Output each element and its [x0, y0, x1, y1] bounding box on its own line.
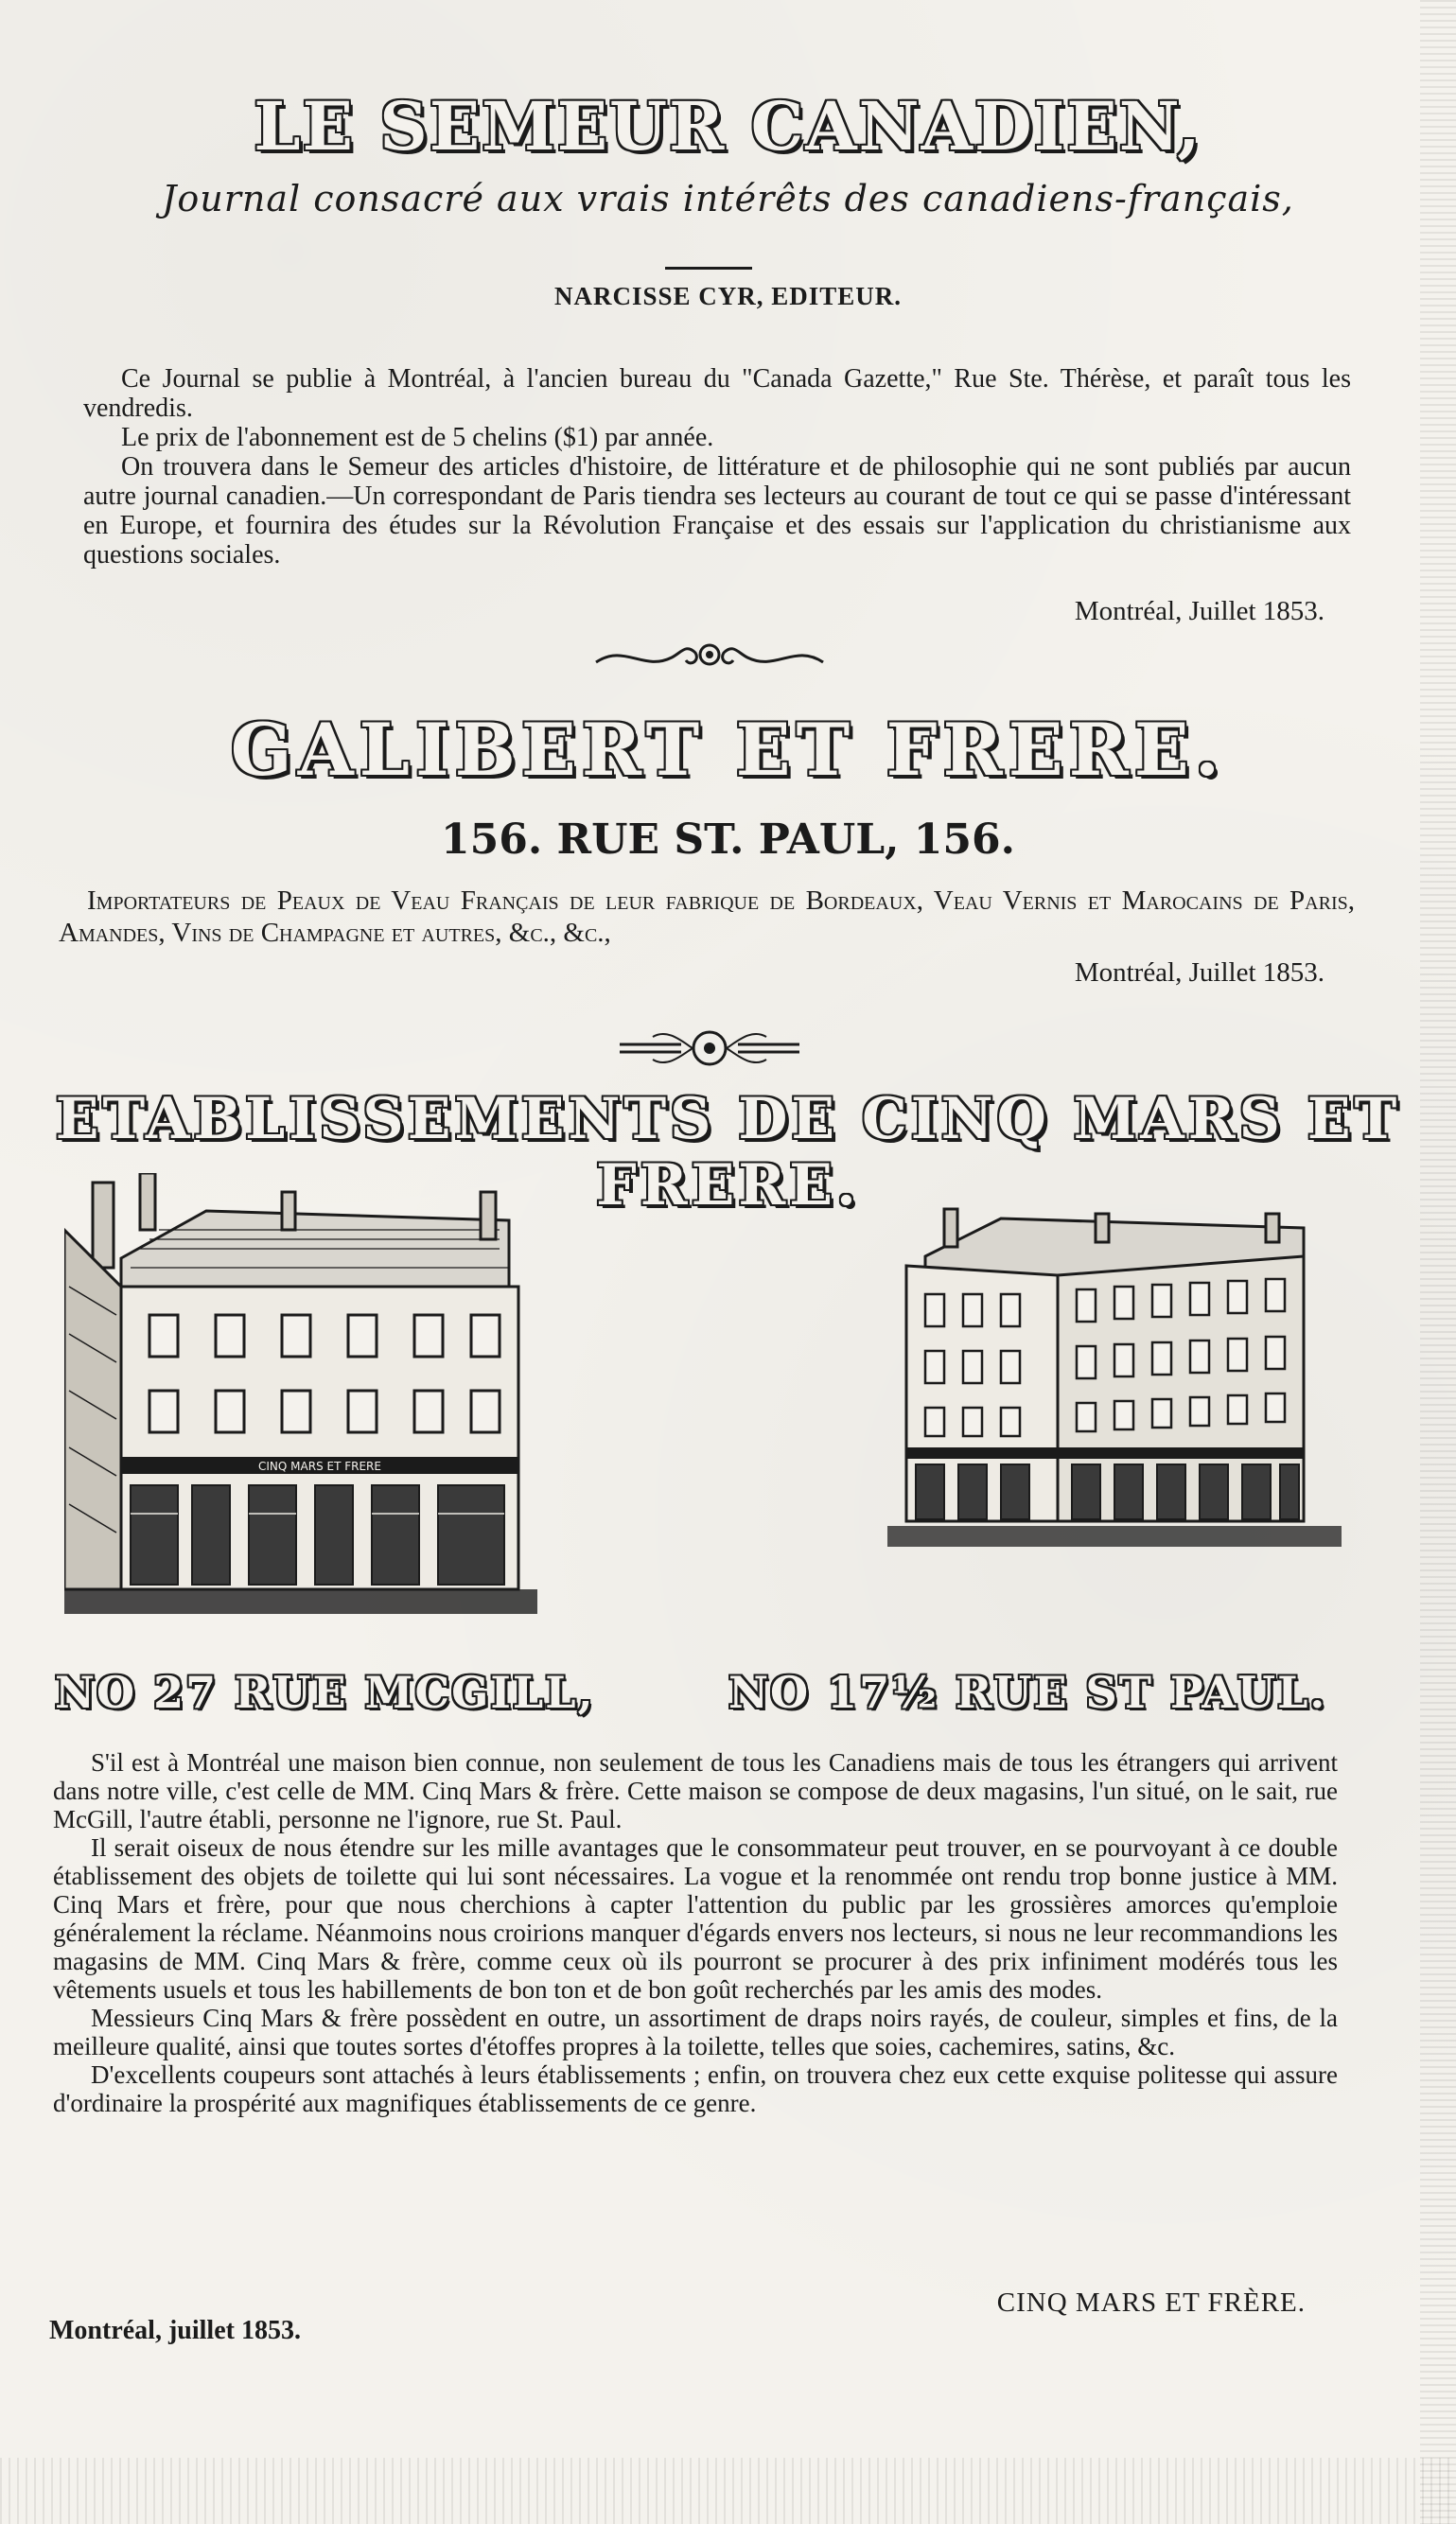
- semeur-paragraph-1: Ce Journal se publie à Montréal, à l'ancien bureau du "Canada Gazette," Rue Ste. Thérèse, et paraît tous les vendredis.: [83, 364, 1351, 423]
- galibert-title: GALIBERT ET FRERE.: [230, 708, 1226, 792]
- building-mcgill-engraving: [64, 1173, 537, 1618]
- page-edge-bottom: [0, 2458, 1456, 2524]
- cinqmars-paragraph-4: D'excellents coupeurs sont attachés à leurs établissements ; enfin, on trouvera chez eux cette exquise politesse qui assure d'ordinaire la prospérité aux magnifiques établissements de ce genre.: [53, 2060, 1338, 2117]
- medallion-ornament-icon: [615, 1024, 804, 1071]
- cinqmars-body: [53, 1748, 1338, 2117]
- galibert-body: [59, 885, 1355, 949]
- cinqmars-paragraph-2: Il serait oiseux de nous étendre sur les mille avantages que le consommateur peut trouver, en se pourvoyant à ce double établissement des objets de toilette qui lui sont nécessaires. La vogue et la renommée ont rendu trop bonne justice à MM. Cinq Mars et frère, pour que nous cherchions à capter l'attention du public par les grossières amorces qu'emploie généralement la réclame. Néanmoins nous croirions manquer d'égards envers nos lecteurs, si nous ne leur recommandions les magasins de MM. Cinq Mars & frère, comme ceux où ils pourront se procurer à des prix infiniment modérés tous les vêtements usuels et tous les habillements de bon ton et de bon goût recherchés par les amis des modes.: [53, 1833, 1338, 2004]
- scroll-ornament-icon: [587, 634, 833, 681]
- cinqmars-dateline: Montréal, juillet 1853.: [49, 2316, 301, 2345]
- cinqmars-signature: CINQ MARS ET FRÈRE.: [996, 2287, 1306, 2318]
- cinqmars-title: ETABLISSEMENTS DE CINQ MARS ET FRERE.: [55, 1086, 1401, 1218]
- shop-sign-mcgill: CINQ MARS ET FRERE: [258, 1460, 381, 1473]
- cinqmars-paragraph-1: S'il est à Montréal une maison bien connue, non seulement de tous les Canadiens mais de tous les étrangers qui arrivent dans notre ville, c'est celle de MM. Cinq Mars & frère. Cette maison se compose de deux magasins, l'un situé, on le sait, rue McGill, l'autre établi, personne ne l'ignore, rue St. Paul.: [53, 1748, 1338, 1833]
- semeur-rule: [665, 267, 752, 270]
- semeur-paragraph-2: Le prix de l'abonnement est de 5 chelins ($1) par année.: [121, 423, 714, 452]
- semeur-body: [83, 364, 1351, 570]
- semeur-editor: NARCISSE CYR, EDITEUR.: [553, 282, 903, 310]
- semeur-dateline: Montréal, Juillet 1853.: [1074, 596, 1324, 626]
- building-st-paul-engraving: [887, 1200, 1342, 1559]
- galibert-dateline: Montréal, Juillet 1853.: [1074, 957, 1324, 988]
- page-edge-right: [1420, 0, 1456, 2524]
- address-mcgill: NO 27 RUE MCGILL,: [55, 1667, 595, 1718]
- address-st-paul: NO 17½ RUE ST PAUL.: [728, 1667, 1327, 1718]
- galibert-paragraph: Importateurs de Peaux de Veau Français de leur fabrique de Bordeaux, Veau Vernis et Marocains de Paris, Amandes, Vins de Champagne et autres, &c., &c.,: [59, 885, 1355, 948]
- semeur-title: LE SEMEUR CANADIEN,: [254, 87, 1202, 166]
- semeur-paragraph-3: On trouvera dans le Semeur des articles d'histoire, de littérature et de philosophie qui ne sont publiés par aucun autre journal canadien.—Un correspondant de Paris tiendra ses lecteurs au courant de tout ce qui se passe d'intéressant en Europe, et fournira des études sur la Révolution Française et des essais sur l'application du christianisme aux questions sociales.: [83, 452, 1351, 570]
- cinqmars-paragraph-3: Messieurs Cinq Mars & frère possèdent en outre, un assortiment de draps noirs rayés, de couleur, simples et fins, de la meilleure qualité, ainsi que toutes sortes d'étoffes propres à la toilette, telles que soies, cachemires, satins, &c.: [53, 2004, 1338, 2060]
- semeur-subtitle: Journal consacré aux vrais intérêts des canadiens-français,: [162, 178, 1294, 219]
- galibert-address: 156. RUE ST. PAUL, 156.: [441, 815, 1015, 864]
